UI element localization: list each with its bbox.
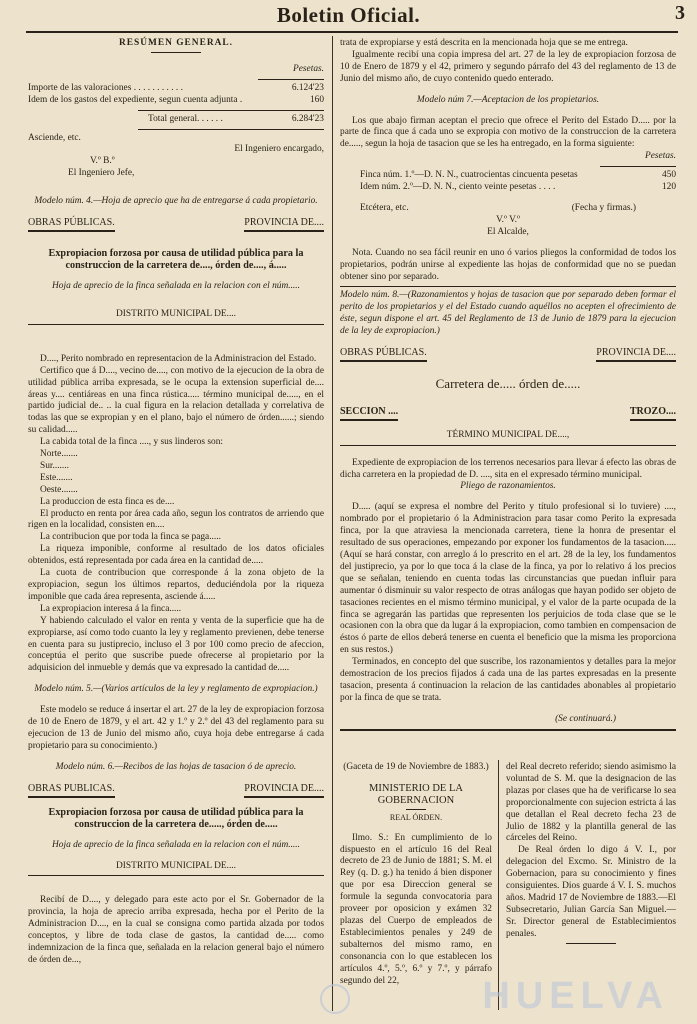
vb-mark: V.º B.º [90,156,115,167]
lindero-este: Este....... [40,472,73,483]
paragraph: La produccion de esta finca es de.... [40,496,175,507]
paragraph: Este modelo se reduce á insertar el art. 27 de la ley de expropiacion forzosa de 10 de Enero de 1879, y el art. 42 y 1.º y 2.º del 43 del reglamento para su ejecucion de 13 de Junio del mismo año, cuya hoja debe entregarse á cada propietario para su conocimiento.) [28,705,324,751]
gaceta-column-right [506,762,676,946]
modelo-4-heading: Modelo núm. 4.—Hoja de aprecio que ha de entregarse á cada propietario. [34,196,318,207]
pesetas-label: Pesetas. [293,63,324,74]
pliego-heading: Pliego de razonamientos. [460,481,556,492]
page-number: 3 [675,2,685,24]
idem-row: Idem de los gastos del expediente, segun cuenta adjunta . 160 [28,94,324,105]
paragraph: D..... (aquí se expresa el nombre del Perito y título profesional si lo tuviere) ...., nombrado por el propietario ó la Administracion para tasar como Perito la expresada finca, por la que atraviesa la mencionada carretera, tiene la honra de presentar el resultado de sus operaciones, empezando por exponer los fundamentos de la tasacion..... (Aquí se hará constar, con arreglo á lo prescrito en el art. 28 de la ley, los fundamentos del justiprecio, ya por lo que toca á la clase de la finca, ya por lo relativo á los precios que se señalan, teniendo en cuenta todas las circunstancias que puedan influir para aumentar ó disminuir su valor respecto de otras análogas que hayan podido ser objeto de tasaciones recientes en el mismo término municipal, y el valor de la parte ocupada de la finca se agregarán las partidas que representen los perjuicios de toda clase que se le ocasionen con la obra que da lugar á la expropiacion, como tambien en compensacion de éstos ó parte de ellos deberá tenerse en cuenta el beneficio que la misma les proporciona en sus restos.) [340,502,676,656]
paragraph: Ilmo. S.: En cumplimiento de lo dispuesto en el artículo 16 del Real decreto de 23 de Junio de 1881; S. M. el Rey (q. D. g.) ha tenido á bien disponer que por esa Direccion general se formule la segunda convocatoria para proveer por oposicion y exámen 32 plazas del Cuerpo de empleados de Establecimientos penales y 249 de subalternos del mismo ramo, en consonancia con lo que establecen los artículos 4.º, 5.º, 6.º y 7.º, y párrafo segundo del 22, [340,832,492,986]
seccion-trozo-line: SECCION .... TROZO.... [340,406,676,421]
paragraph: Los que abajo firman aceptan el precio que ofrece el Perito del Estado D..... por la parte de finca que á cada uno se expropia con motivo de la construccion de la carretera de....., segun la hoja de tasacion que se les ha entregado, en la forma siguiente: [340,115,676,150]
modelo-5-heading: Modelo núm. 5.—(Varios artículos de la ley y reglamento de expropiacion.) [34,684,318,695]
paragraph: Igualmente recibí una copia impresa del art. 27 de la ley de expropiacion forzosa de 10 de Enero de 1879 y el 42, primero y segundo párrafo del 43 del reglamento de 13 de Junio del mismo año, de cuyo contenido quedo enterado. [340,49,676,84]
alcalde-label: El Alcalde, [487,226,529,237]
newspaper-title: Boletin Oficial. [276,3,421,27]
paragraph: La contribucion que por toda la finca se paga..... [40,532,221,543]
paragraph: La riqueza imponible, conforme al resultado de los datos oficiales obtenidos, está representada por cada área en la cantidad de..... [28,544,324,567]
library-seal-icon [320,984,350,1014]
asciende-text: Asciende, etc. [28,132,81,143]
real-orden-heading: REAL ÓRDEN. [389,812,443,822]
left-column [28,38,324,967]
ingeniero-encargado: El Ingeniero encargado, [234,144,324,155]
paragraph: El producto en renta por área cada año, segun los contratos de arriendo que rigen en la localidad, consisten en.... [28,508,324,531]
continuara-note: (Se continuará.) [555,713,616,724]
paragraph: Terminados, en concepto del que suscribe, los razonamientos y detalles para la mejor demostracion de los precios fijados á cada una de las partes expresadas en la presente tasacion, presenta á continuacion la relacion de las cantidades abonables al propietario por la finca de que se trata. [340,657,676,703]
ministerio-heading: MINISTERIO DE LA GOBERNACION [369,782,463,806]
modelo-8-heading: Modelo núm. 8.—(Razonamientos y hojas de tasacion que por separado deben formar el perito de los propietarios y el del Estado cuando aquéllos no acepten el ofrecimiento de éste, segun dispone el art. 45 del Reglamento de 13 de Junio de 1879 para la ejecucion de la ley de expropiacion.) [340,290,676,337]
lindero-norte: Norte....... [40,449,78,460]
paragraph: Expediente de expropiacion de los terrenos necesarios para llevar á efecto las obras de dicha carretera en la propiedad de D. ...., sita en el expresado término municipal. [340,457,676,480]
importe-row: Importe de las valoraciones . . . . . . . . . . . 6.124'23 [28,82,324,93]
modelo-6-heading: Modelo núm. 6.—Recibos de las hojas de tasacion ó de aprecio. [55,761,297,772]
paragraph: De Real órden lo digo á V. I., por delegacion del Excmo. Sr. Ministro de la Gobernacion, para su conocimiento y fines consiguientes. Dios guarde á V. I. S. muchos años. Madrid 17 de Noviembre de 1883.—El Subsecretario, Julian García San Miguel.—Sr. Director general de Establecimientos penales. [506,845,676,939]
subcolumn-divider [498,760,499,1010]
distrito-heading: DISTRITO MUNICIPAL DE.... [116,860,236,871]
paragraph: D...., Perito nombrado en representacion de la Administracion del Estado. [40,353,317,364]
dept-line: OBRAS PÚBLICAS. PROVINCIA DE.... [340,347,676,362]
paragraph: Certifico que á D...., vecino de...., con motivo de la ejecucion de la obra de utilidad pública arriba expresada, se le ocupa la extension superficial de.... áreas y.... centiáreas en una finca rústica..... término municipal de....., en el partido judicial de.. .. la cual figura en la relacion detallada y correlativa de todas las que se expropian y en el plano, bajo el número de órden......; siendo su calidad..... [28,365,324,436]
paragraph: Y habiendo calculado el valor en renta y venta de la superficie que ha de expropiarse, así como todo cuanto la ley y reglamento previenen, debe tenerse en cuenta para su justiprecio, incluso el 3 por 100 como precio de afeccion, conceptúa el perito que suscribe puede ofrecerse al propietario por la adquisicion del inmueble y demás que va expresado la cantidad de..... [28,615,324,674]
carretera-heading: Carretera de..... órden de..... [435,375,581,391]
finca-1-row: Finca núm. 1.º—D. N. N., cuatrocientas cincuenta pesetas 450 [360,170,676,181]
nota-paragraph: Nota. Cuando no sea fácil reunir en uno ó varios pliegos la conformidad de todos los propietarios, podrán unirse al expediente las hojas de conformidad que no se puedan obtener sino por separado. [340,247,676,282]
distrito-heading: DISTRITO MUNICIPAL DE.... [116,308,236,319]
header-rule [26,31,678,33]
watermark: HUELVA [482,975,669,1017]
finca-2-row: Idem núm. 2.º—D. N. N., ciento veinte pesetas . . . . 120 [360,182,676,193]
firma-row: Etcétera, etc. (Fecha y firmas.) [360,202,636,213]
expropiacion-title: Expropiacion forzosa por causa de utilidad pública para la construccion de la carretera de....., órden de..... [48,806,304,830]
paragraph: Recibí de D...., y delegado para este acto por el Sr. Gobernador de la provincia, la hoja de aprecio arriba expresada, hecha por el Perito de la Administracion D...., en la cual se consigna como partida alzada por todos conceptos, y libre de toda clase de gastos, la cantidad de..... como indemnizacion de la finca que, señalada en la relacion general bajo el número de órden de..., [28,895,324,965]
pesetas-label: Pesetas. [645,151,676,162]
resumen-heading: RESÚMEN GENERAL. [119,38,233,48]
paragraph: La cuota de contribucion que corresponde á la zona objeto de la expropiacion, segun los últimos repartos, deduciéndola por la riqueza imponible que cada área representa, asciende á..... [28,568,324,602]
right-column [340,38,676,734]
expropiacion-title: Expropiacion forzosa por causa de utilidad pública para la construccion de la carretera de...., órden de...., á..... [48,247,304,271]
dept-line: OBRAS PÚBLICAS. PROVINCIA DE.... [28,217,324,232]
ingeniero-jefe: El Ingeniero Jefe, [68,168,135,179]
modelo-7-heading: Modelo núm 7.—Aceptacion de los propietarios. [416,94,600,105]
column-divider [332,36,333,1011]
total-row: Total general. . . . . . 6.284'23 [148,113,324,124]
hoja-aprecio-line: Hoja de aprecio de la finca señalada en la relacion con el núm..... [52,280,300,291]
short-rule [151,52,201,53]
lindero-sur: Sur....... [40,460,69,471]
paragraph: trata de expropiarse y está descrita en la mencionada hoja que se me entrega. [340,38,628,48]
paragraph: La cabida total de la finca ...., y sus linderos son: [40,437,224,448]
dept-line: OBRAS PUBLICAS. PROVINCIA DE.... [28,783,324,798]
termino-heading: TÉRMINO MUNICIPAL DE...., [446,429,570,440]
paragraph: La expropiacion interesa á la finca..... [40,603,182,614]
lindero-oeste: Oeste....... [40,484,78,495]
gaceta-date: (Gaceta de 19 de Noviembre de 1883.) [343,762,489,772]
hoja-aprecio-line: Hoja de aprecio de la finca señalada en la relacion con el núm..... [52,839,300,850]
paragraph: del Real decreto referido; siendo asimismo la voluntad de S. M. que la designacion de las plazas por clases que ha de verificarse lo sea proporcionalmente con sujecion estricta á las que detallan el Real decreto fecha 23 de Julio de 1882 y la plantilla general de las cárceles del Reino. [506,762,676,844]
gaceta-column-left [340,762,492,987]
page-header [0,0,697,30]
vb-mark: V.º V.º [496,214,520,225]
